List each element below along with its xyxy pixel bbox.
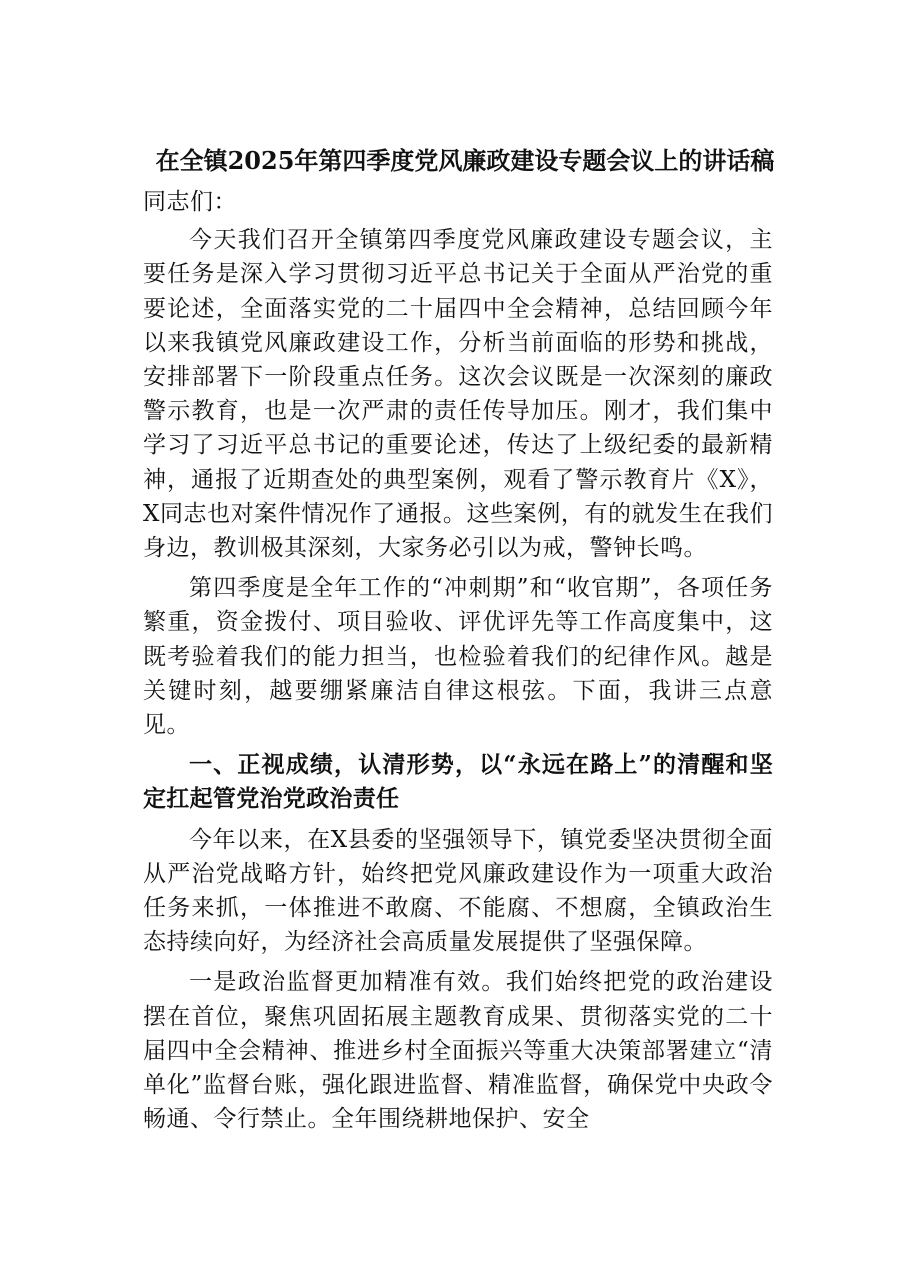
document-body (143, 185, 773, 1142)
paragraph-political-supervision: 一是政治监督更加精准有效。我们始终把党的政治建设摆在首位，聚焦巩固拓展主题教育成果、贯彻落实党的二十届四中全会精神、推进乡村全面振兴等重大决策部署建立“清单化”监督台账，强化跟进监督、精准监督，确保党中央政令畅通、令行禁止。全年围绕耕地保护、安全 (143, 969, 773, 1133)
section-heading: 一、正视成绩，认清形势，以“永远在路上”的清醒和坚定扛起管党治党政治责任 (143, 751, 773, 813)
paragraph-opening: 今天我们召开全镇第四季度党风廉政建设专题会议，主要任务是深入学习贯彻习近平总书记关于全面从严治党的重要论述，全面落实党的二十届四中全会精神，总结回顾今年以来我镇党风廉政建设工作，分析当前面临的形势和挑战，安排部署下一阶段重点任务。这次会议既是一次深刻的廉政警示教育，也是一次严肃的责任传导加压。刚才，我们集中学习了习近平总书记的重要论述，传达了上级纪委的最新精神，通报了近期查处的典型案例，观看了警示教育片《X》，X同志也对案件情况作了通报。这些案例，有的就发生在我们身边，教训极其深刻，大家务必引以为戒，警钟长鸣。 (143, 227, 773, 562)
document-title: 在全镇2025年第四季度党风廉政建设专题会议上的讲话稿 (155, 146, 775, 175)
paragraph-achievements: 今年以来，在X县委的坚强领导下，镇党委坚决贯彻全面从严治党战略方针，始终把党风廉政建设作为一项重大政治任务来抓，一体推进不敢腐、不能腐、不想腐，全镇政治生态持续向好，为经济社会高质量发展提供了坚强保障。 (143, 826, 773, 956)
salutation: 同志们： (143, 189, 237, 215)
paragraph-fourth-quarter: 第四季度是全年工作的“冲刺期”和“收官期”，各项任务繁重，资金拨付、项目验收、评优评先等工作高度集中，这既考验着我们的能力担当，也检验着我们的纪律作风。越是关键时刻，越要绷紧廉洁自律这根弦。下面，我讲三点意见。 (143, 575, 773, 739)
